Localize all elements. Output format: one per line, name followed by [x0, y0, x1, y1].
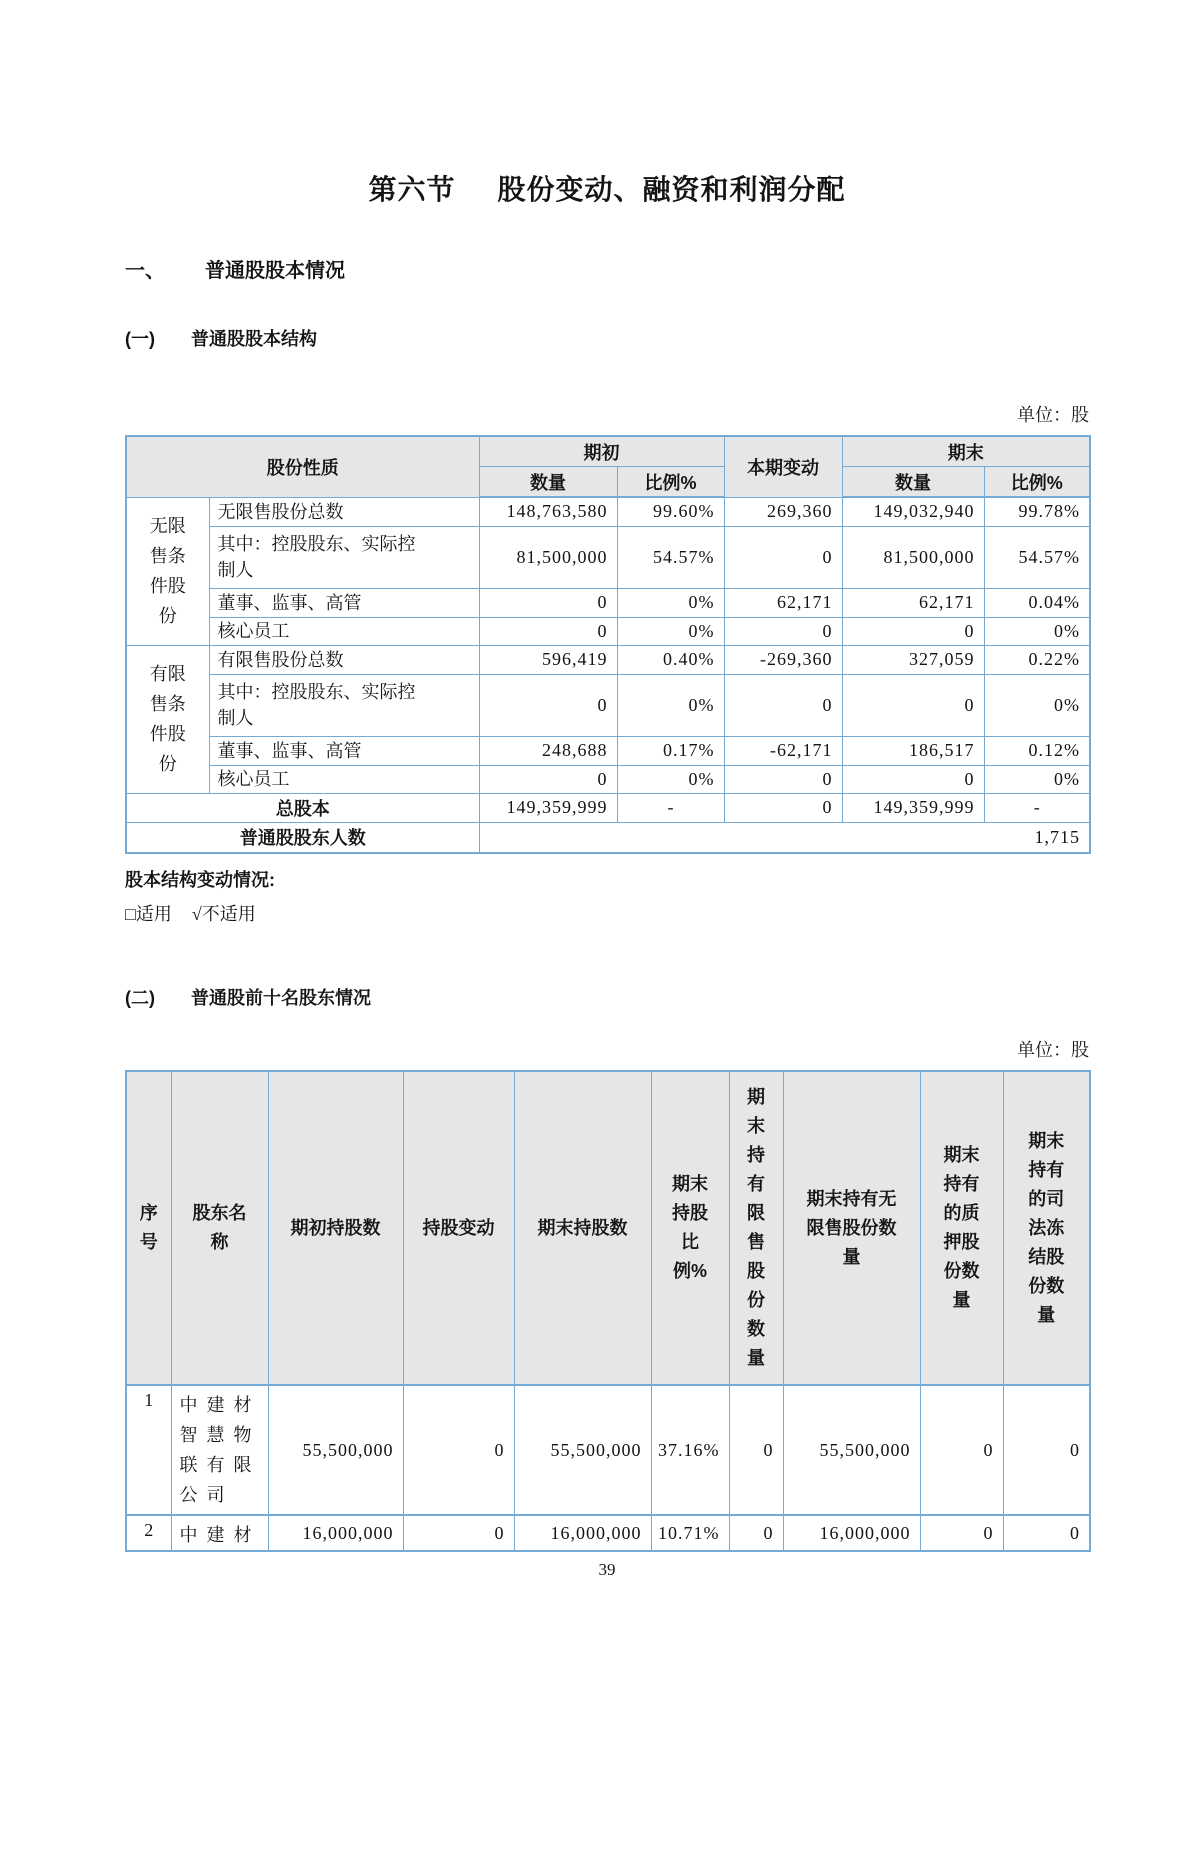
value-cell: 0.22%	[984, 645, 1090, 674]
top-shareholders-table	[125, 1070, 1091, 1552]
value-cell: 54.57%	[984, 526, 1090, 588]
subsection-text: 普通股前十名股东情况	[191, 988, 371, 1008]
check-mark-icon: √	[191, 904, 202, 924]
header-ratio-ending: 比例%	[984, 467, 1090, 498]
table-row	[126, 674, 1090, 736]
table-row	[126, 736, 1090, 765]
value-cell: 0	[729, 1515, 783, 1551]
value-cell: 0%	[617, 617, 724, 645]
subsection-heading-top-shareholders	[125, 984, 1089, 1010]
header-beginning: 期初	[479, 436, 724, 467]
value-cell: 0	[479, 617, 617, 645]
section-text: 普通股股本情况	[205, 260, 345, 282]
value-cell: 16,000,000	[514, 1515, 651, 1551]
unit-label: 单位：股	[1017, 1040, 1089, 1060]
value-cell: 0.17%	[617, 736, 724, 765]
value-cell: 327,059	[842, 645, 984, 674]
value-cell: 0.40%	[617, 645, 724, 674]
value-cell: 0	[724, 674, 842, 736]
value-cell: -	[617, 793, 724, 822]
row-label: 核心员工	[209, 617, 479, 645]
not-applicable-option	[192, 904, 256, 924]
table-row	[126, 765, 1090, 793]
value-cell: 0	[729, 1385, 783, 1515]
header-ending-unrestricted-shares: 期末持有无限售股份数量	[783, 1071, 920, 1385]
value-cell: 0	[920, 1385, 1003, 1515]
doc-title-text: 股份变动、融资和利润分配	[497, 174, 846, 205]
value-cell: 55,500,000	[268, 1385, 403, 1515]
value-cell: 149,359,999	[479, 793, 617, 822]
doc-title-number: 第六节	[368, 174, 456, 205]
value-cell: 16,000,000	[268, 1515, 403, 1551]
value-cell: 0	[724, 617, 842, 645]
shareholder-row	[126, 1385, 1090, 1515]
subsection-text: 普通股股本结构	[191, 329, 317, 349]
section-heading-common-shares	[125, 254, 1089, 283]
shareholder-row	[126, 1515, 1090, 1551]
share-structure-table	[125, 435, 1091, 854]
section-number: 一、	[125, 260, 165, 282]
group-label-restricted: 有限售条件股份	[126, 645, 209, 793]
applicable-label: 适用	[135, 904, 172, 924]
value-cell: 0	[724, 793, 842, 822]
value-cell: 62,171	[842, 588, 984, 617]
value-cell: 37.16%	[651, 1385, 729, 1515]
value-cell: 0%	[617, 588, 724, 617]
total-row	[126, 793, 1090, 822]
value-cell: -269,360	[724, 645, 842, 674]
value-cell: 0	[920, 1515, 1003, 1551]
header-beginning-shares: 期初持股数	[268, 1071, 403, 1385]
header-ratio-beginning: 比例%	[617, 467, 724, 498]
share-change-note-heading: 股本结构变动情况:	[125, 870, 275, 890]
not-applicable-label: 不适用	[201, 904, 256, 924]
value-cell: 0	[842, 765, 984, 793]
holders-count-row	[126, 822, 1090, 853]
table-row	[126, 645, 1090, 674]
value-cell: 0	[403, 1385, 514, 1515]
table-row	[126, 617, 1090, 645]
value-cell: 0	[403, 1515, 514, 1551]
document-page	[125, 168, 1089, 1580]
value-cell: 0%	[984, 765, 1090, 793]
value-cell: 81,500,000	[479, 526, 617, 588]
group-label-unrestricted: 无限售条件股份	[126, 497, 209, 645]
serial-no-cell: 2	[126, 1515, 171, 1551]
value-cell: 0%	[617, 674, 724, 736]
value-cell: 0.04%	[984, 588, 1090, 617]
checkbox-unchecked-icon: □	[125, 904, 136, 924]
value-cell: 269,360	[724, 497, 842, 526]
row-label: 其中：控股股东、实际控制人	[209, 526, 479, 588]
header-ending-ratio: 期末持股比例%	[651, 1071, 729, 1385]
value-cell: 99.78%	[984, 497, 1090, 526]
value-cell: 0	[1003, 1515, 1090, 1551]
row-label: 其中：控股股东、实际控制人	[209, 674, 479, 736]
value-cell: 596,419	[479, 645, 617, 674]
value-cell: 55,500,000	[783, 1385, 920, 1515]
row-label: 有限售股份总数	[209, 645, 479, 674]
value-cell: 0	[479, 588, 617, 617]
header-ending-shares: 期末持股数	[514, 1071, 651, 1385]
subsection-number: (二)	[125, 988, 155, 1008]
row-label: 核心员工	[209, 765, 479, 793]
holders-count-label: 普通股股东人数	[126, 822, 479, 853]
value-cell: -	[984, 793, 1090, 822]
value-cell: 248,688	[479, 736, 617, 765]
value-cell: 0	[724, 526, 842, 588]
row-label: 董事、监事、高管	[209, 588, 479, 617]
total-label: 总股本	[126, 793, 479, 822]
value-cell: 0	[479, 674, 617, 736]
holders-count-value: 1,715	[479, 822, 1090, 853]
header-qty-beginning: 数量	[479, 467, 617, 498]
applicability-options	[125, 900, 1089, 926]
value-cell: 0	[1003, 1385, 1090, 1515]
unit-label: 单位：股	[1017, 405, 1089, 425]
header-share-change: 持股变动	[403, 1071, 514, 1385]
header-share-nature: 股份性质	[126, 436, 479, 497]
value-cell: 148,763,580	[479, 497, 617, 526]
doc-title	[125, 168, 1089, 208]
value-cell: 0	[842, 674, 984, 736]
table-row	[126, 526, 1090, 588]
header-shareholder-name: 股东名称	[171, 1071, 268, 1385]
header-qty-ending: 数量	[842, 467, 984, 498]
header-period-change: 本期变动	[724, 436, 842, 497]
value-cell: 55,500,000	[514, 1385, 651, 1515]
value-cell: 81,500,000	[842, 526, 984, 588]
table-row	[126, 497, 1090, 526]
value-cell: 99.60%	[617, 497, 724, 526]
value-cell: 186,517	[842, 736, 984, 765]
row-label: 董事、监事、高管	[209, 736, 479, 765]
shareholder-name-cell: 中建材	[171, 1515, 268, 1551]
shareholder-name-cell: 中建材智慧物联有限公司	[171, 1385, 268, 1515]
header-ending: 期末	[842, 436, 1090, 467]
value-cell: 54.57%	[617, 526, 724, 588]
page-number: 39	[598, 1560, 616, 1579]
applicable-option	[125, 904, 172, 924]
subsection-number: (一)	[125, 329, 155, 349]
table-row	[126, 588, 1090, 617]
value-cell: 149,032,940	[842, 497, 984, 526]
row-label: 无限售股份总数	[209, 497, 479, 526]
serial-no-cell: 1	[126, 1385, 171, 1515]
value-cell: 16,000,000	[783, 1515, 920, 1551]
value-cell: 0.12%	[984, 736, 1090, 765]
subsection-heading-share-structure	[125, 325, 1089, 351]
value-cell: 62,171	[724, 588, 842, 617]
value-cell: 0	[724, 765, 842, 793]
value-cell: 10.71%	[651, 1515, 729, 1551]
value-cell: 0%	[984, 674, 1090, 736]
header-frozen-shares: 期末持有的司法冻结股份数量	[1003, 1071, 1090, 1385]
value-cell: 0%	[984, 617, 1090, 645]
header-serial-no: 序号	[126, 1071, 171, 1385]
value-cell: 0	[842, 617, 984, 645]
value-cell: 0	[479, 765, 617, 793]
value-cell: -62,171	[724, 736, 842, 765]
value-cell: 0%	[617, 765, 724, 793]
header-ending-restricted-shares: 期末持有限售股份数量	[729, 1071, 783, 1385]
header-pledged-shares: 期末持有的质押股份数量	[920, 1071, 1003, 1385]
value-cell: 149,359,999	[842, 793, 984, 822]
